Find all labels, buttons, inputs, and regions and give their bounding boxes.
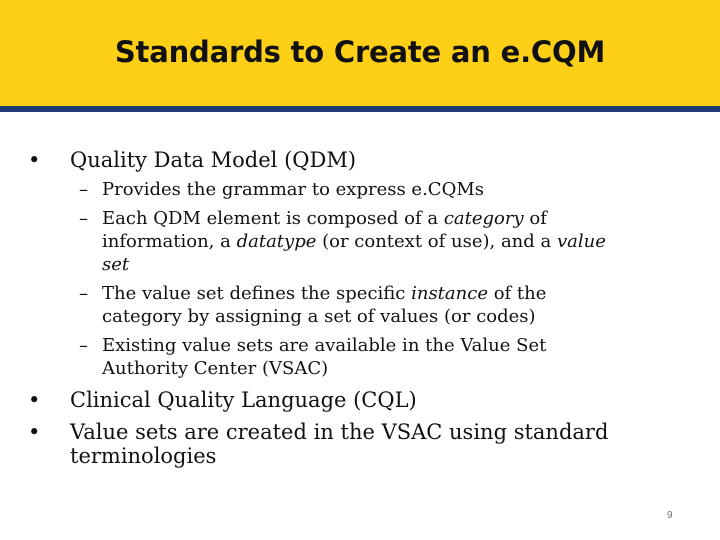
slide-number: 9: [667, 510, 673, 521]
text-fragment: of the: [487, 283, 547, 304]
italic-term: instance: [411, 283, 488, 304]
bullet-dot: •: [28, 388, 41, 412]
dash-marker: –: [79, 179, 88, 200]
subbullet-text: [102, 334, 682, 380]
bullet-text: [70, 420, 690, 468]
subbullet-text: [102, 207, 682, 276]
bullet-text: Quality Data Model (QDM): [70, 148, 357, 172]
bullet-dot: •: [28, 148, 41, 172]
text-fragment: (or context of use), and a: [316, 231, 557, 252]
bullet-dot: •: [28, 420, 41, 444]
text-fragment: Value sets are created in the VSAC using standard: [70, 420, 609, 444]
italic-term: value: [556, 231, 606, 252]
text-fragment: The value set defines the specific: [102, 283, 412, 304]
text-fragment: information, a: [102, 231, 237, 252]
slide-title: Standards to Create an e.CQM: [114, 35, 606, 69]
text-fragment: category by assigning a set of values (or codes): [102, 306, 536, 327]
dash-marker: –: [79, 283, 88, 304]
text-fragment: of: [523, 208, 547, 229]
text-fragment: Each QDM element is composed of a: [102, 208, 444, 229]
bullet-text: Clinical Quality Language (CQL): [70, 388, 417, 412]
title-bar: [0, 0, 720, 112]
subbullet-text: Provides the grammar to express e.CQMs: [102, 179, 485, 200]
text-fragment: terminologies: [70, 444, 217, 468]
text-fragment: Authority Center (VSAC): [102, 358, 329, 379]
dash-marker: –: [79, 208, 88, 229]
subbullet-text: [102, 282, 682, 328]
text-fragment: Existing value sets are available in the Value Set: [102, 335, 547, 356]
italic-term: set: [102, 254, 130, 275]
italic-term: category: [443, 208, 524, 229]
italic-term: datatype: [236, 231, 317, 252]
dash-marker: –: [79, 335, 88, 356]
